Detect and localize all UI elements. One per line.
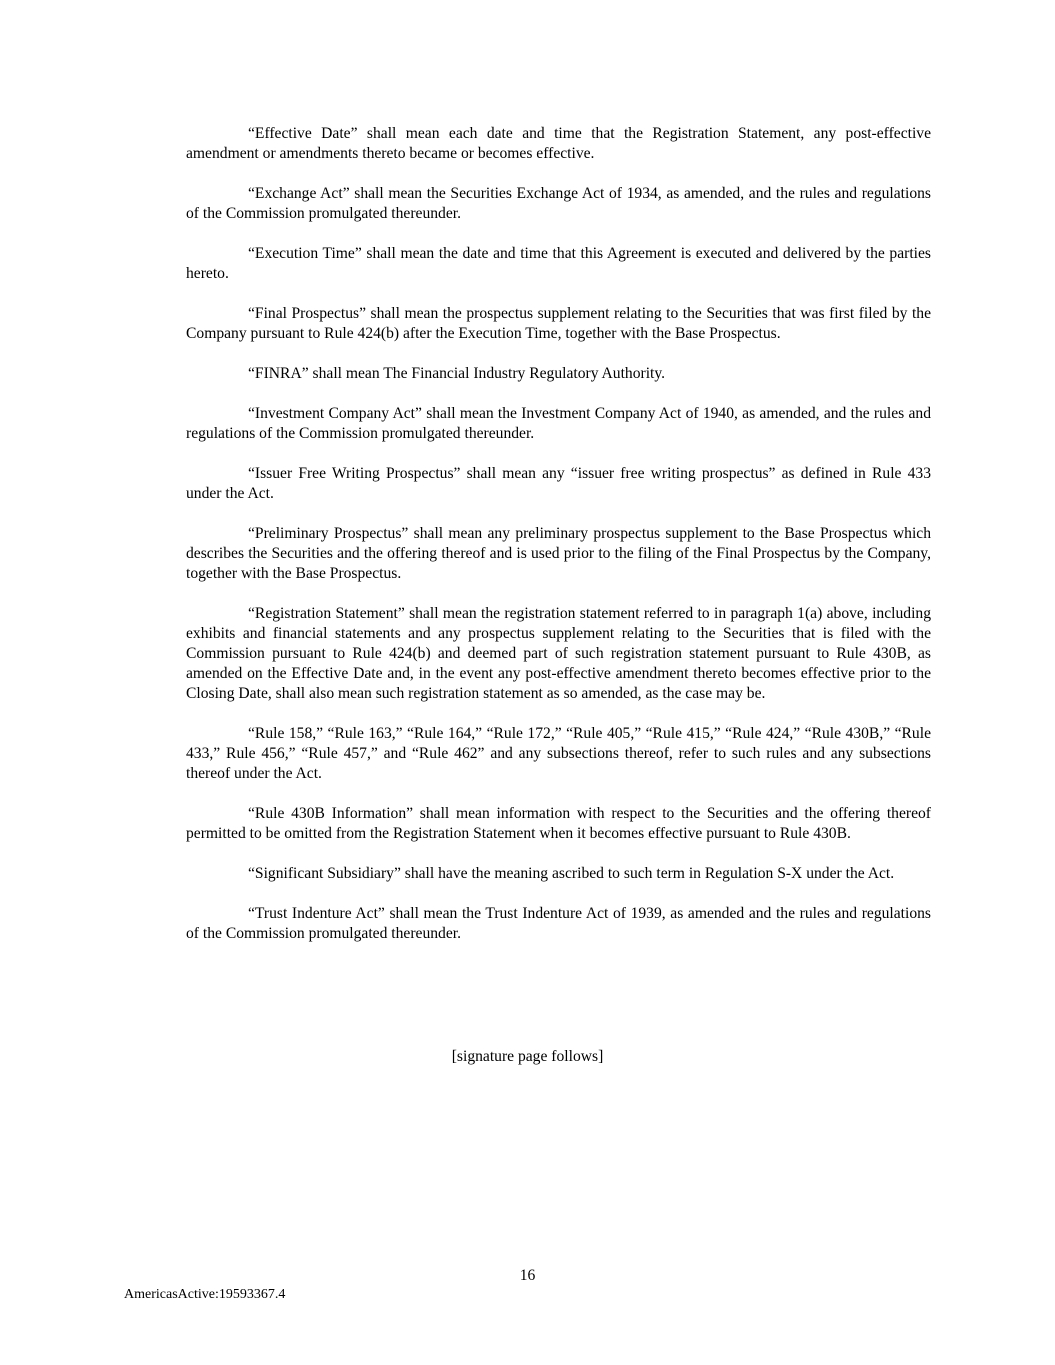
definition-exchange-act: “Exchange Act” shall mean the Securities Exchange Act of 1934, as amended, and the rules and regulations of the Commission promulgated thereunder. (186, 185, 931, 222)
definitions-section (186, 124, 931, 964)
document-id: AmericasActive:19593367.4 (124, 1287, 286, 1302)
definition-issuer-free-writing-prospectus: “Issuer Free Writing Prospectus” shall mean any “issuer free writing prospectus” as defined in Rule 433 under the Act. (186, 465, 931, 502)
definition-investment-company-act: “Investment Company Act” shall mean the Investment Company Act of 1940, as amended, and the rules and regulations of the Commission promulgated thereunder. (186, 405, 931, 442)
signature-page-note: [signature page follows] (451, 1048, 604, 1065)
definition-preliminary-prospectus: “Preliminary Prospectus” shall mean any preliminary prospectus supplement to the Base Prospectus which describes the Securities and the offering thereof and is used prior to the filing of the Final Prospectus by the Company, together with the Base Prospectus. (186, 525, 931, 582)
definition-trust-indenture-act: “Trust Indenture Act” shall mean the Trust Indenture Act of 1939, as amended and the rules and regulations of the Commission promulgated thereunder. (186, 905, 931, 942)
definition-registration-statement: “Registration Statement” shall mean the registration statement referred to in paragraph 1(a) above, including exhibits and financial statements and any prospectus supplement relating to the Securities that is filed with the Commission pursuant to Rule 424(b) and deemed part of such registration statement pursuant to Rule 430B, as amended on the Effective Date and, in the event any post-effective amendment thereto becomes effective prior to the Closing Date, shall also mean such registration statement as so amended, as the case may be. (186, 605, 931, 702)
page-number: 16 (519, 1267, 536, 1284)
definition-final-prospectus: “Final Prospectus” shall mean the prospectus supplement relating to the Securities that was first filed by the Company pursuant to Rule 424(b) after the Execution Time, together with the Base Prospectus. (186, 305, 931, 342)
definition-finra: “FINRA” shall mean The Financial Industry Regulatory Authority. (248, 365, 666, 382)
definition-execution-time: “Execution Time” shall mean the date and time that this Agreement is executed and delivered by the parties hereto. (186, 245, 931, 282)
definition-effective-date: “Effective Date” shall mean each date and time that the Registration Statement, any post-effective amendment or amendments thereto became or becomes effective. (186, 125, 931, 162)
definition-rule-430b-information: “Rule 430B Information” shall mean information with respect to the Securities and the offering thereof permitted to be omitted from the Registration Statement when it becomes effective pursuant to Rule 430B. (186, 805, 931, 842)
definition-significant-subsidiary: “Significant Subsidiary” shall have the meaning ascribed to such term in Regulation S-X under the Act. (248, 865, 895, 882)
definition-rules: “Rule 158,” “Rule 163,” “Rule 164,” “Rule 172,” “Rule 405,” “Rule 415,” “Rule 424,” “Rule 430B,” “Rule 433,” Rule 456,” “Rule 457,” and “Rule 462” and any subsections thereof, refer to such rules and any subsections thereof under the Act. (186, 725, 931, 782)
